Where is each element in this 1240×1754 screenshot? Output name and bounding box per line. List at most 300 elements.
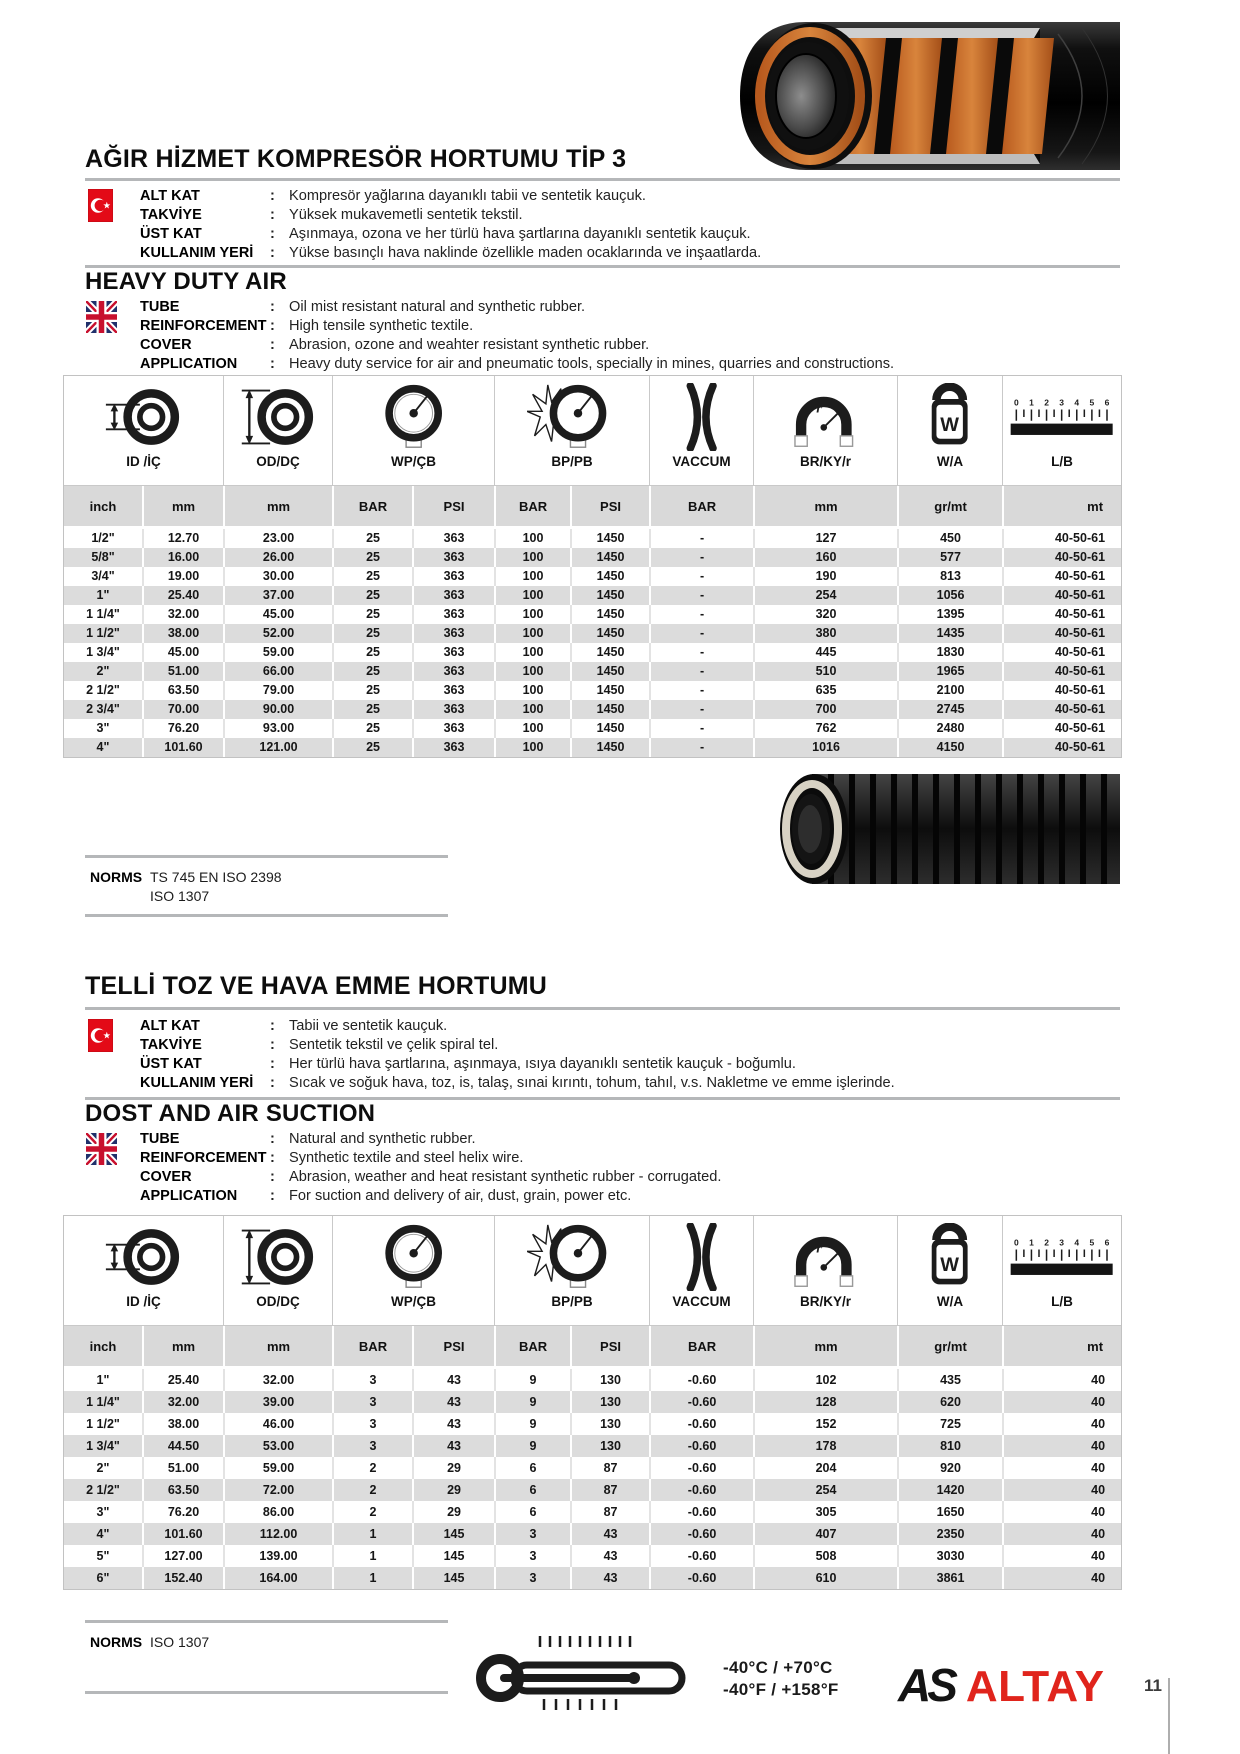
unit-cell: BAR <box>332 486 412 529</box>
unit-cell: gr/mt <box>897 486 1002 529</box>
spec-row <box>140 1073 1125 1092</box>
table-cell: 2 <box>332 1479 412 1501</box>
table-cell: 1 <box>332 1545 412 1567</box>
table-cell: 363 <box>412 719 494 738</box>
table-cell: 178 <box>753 1435 897 1457</box>
column-inner-diameter <box>64 1216 223 1326</box>
table-cell: 25.40 <box>142 586 223 605</box>
table-row <box>64 662 1121 681</box>
table-cell: 101.60 <box>142 1523 223 1545</box>
table-cell: 59.00 <box>223 1457 332 1479</box>
svg-text:5: 5 <box>1089 1237 1095 1248</box>
spec-row <box>140 354 1125 373</box>
table-cell: 43 <box>570 1567 649 1589</box>
table-cell: 40 <box>1002 1523 1121 1545</box>
table-cell: 63.50 <box>142 681 223 700</box>
svg-text:r: r <box>816 1240 822 1257</box>
weight-icon <box>910 1223 989 1291</box>
table-cell: - <box>649 719 753 738</box>
table-row <box>64 1457 1121 1479</box>
table-cell: 72.00 <box>223 1479 332 1501</box>
table-body <box>64 529 1121 757</box>
table-cell: 813 <box>897 567 1002 586</box>
column-burst-pressure <box>494 376 649 486</box>
table-cell: - <box>649 529 753 548</box>
table-cell: 100 <box>494 738 570 757</box>
table-cell: 2350 <box>897 1523 1002 1545</box>
table-cell: 87 <box>570 1479 649 1501</box>
spec-value: Synthetic textile and steel helix wire. <box>289 1149 524 1166</box>
table-cell: 40-50-61 <box>1002 567 1121 586</box>
brand-logo-altay: ALTAY <box>965 1662 1105 1711</box>
svg-text:4: 4 <box>1074 397 1080 408</box>
spec-colon <box>270 1018 289 1034</box>
table-cell: 725 <box>897 1413 1002 1435</box>
table-cell: 1 1/2" <box>64 1413 142 1435</box>
table-cell: 1450 <box>570 567 649 586</box>
thermometer-icon <box>470 1632 710 1714</box>
unit-cell: BAR <box>649 1326 753 1369</box>
table-cell: 46.00 <box>223 1413 332 1435</box>
page-number: 11 <box>1144 1676 1162 1695</box>
unit-cell: PSI <box>570 1326 649 1369</box>
table-cell: 1 1/4" <box>64 605 142 624</box>
divider-rule <box>85 1007 1120 1010</box>
table-cell: 363 <box>412 624 494 643</box>
table-cell: 145 <box>412 1545 494 1567</box>
table-cell: 59.00 <box>223 643 332 662</box>
spec-label: TUBE <box>140 298 180 315</box>
table-cell: 40 <box>1002 1369 1121 1391</box>
spec-label: APPLICATION <box>140 355 238 372</box>
table-cell: 25 <box>332 700 412 719</box>
table-cell: 40 <box>1002 1479 1121 1501</box>
table-cell: 43 <box>412 1391 494 1413</box>
table-cell: 16.00 <box>142 548 223 567</box>
table-cell: 1965 <box>897 662 1002 681</box>
spec-row <box>140 1016 1125 1035</box>
table-cell: 3/4" <box>64 567 142 586</box>
table-cell: 38.00 <box>142 1413 223 1435</box>
table-cell: 100 <box>494 586 570 605</box>
bend-radius-icon <box>786 1223 865 1291</box>
spec-value: Abrasion, weather and heat resistant synthetic rubber - corrugated. <box>289 1168 722 1185</box>
spec-row <box>140 1167 1125 1186</box>
section2-title-turkish: TELLİ TOZ VE HAVA EMME HORTUMU <box>85 972 548 1000</box>
table-cell: 363 <box>412 681 494 700</box>
section1-title-turkish: AĞIR HİZMET KOMPRESÖR HORTUMU TİP 3 <box>85 145 627 173</box>
table-row <box>64 643 1121 662</box>
unit-cell: mm <box>223 1326 332 1369</box>
table-cell: -0.60 <box>649 1545 753 1567</box>
table-cell: 204 <box>753 1457 897 1479</box>
column-label: BR/KY/r <box>800 454 852 469</box>
table-cell: 3 <box>332 1391 412 1413</box>
table-cell: 39.00 <box>223 1391 332 1413</box>
table-cell: 1450 <box>570 738 649 757</box>
table-cell: 127 <box>753 529 897 548</box>
norms-label: NORMS <box>90 1634 143 1650</box>
spec-row <box>140 316 1125 335</box>
norms-label: NORMS <box>90 869 143 885</box>
spec-label: REINFORCEMENT <box>140 1149 267 1166</box>
table-cell: 32.00 <box>142 1391 223 1413</box>
table-cell: 70.00 <box>142 700 223 719</box>
table-units-row <box>64 486 1121 529</box>
working-pressure-gauge-icon <box>374 1223 453 1291</box>
column-inner-diameter <box>64 376 223 486</box>
spec-value: Abrasion, ozone and weahter resistant synthetic rubber. <box>289 336 650 353</box>
table-cell: 100 <box>494 605 570 624</box>
inner-diameter-icon <box>104 1223 183 1291</box>
table-cell: 3" <box>64 1501 142 1523</box>
table-row <box>64 624 1121 643</box>
table-cell: 305 <box>753 1501 897 1523</box>
spec-value: Her türlü hava şartlarına, aşınmaya, ısıya dayanıklı sentetik kauçuk - boğumlu. <box>289 1055 796 1072</box>
table-cell: 1450 <box>570 719 649 738</box>
spec-colon <box>270 207 289 223</box>
spec-colon <box>270 1188 289 1204</box>
table-cell: 51.00 <box>142 662 223 681</box>
column-label: W/A <box>936 454 964 469</box>
table-cell: 112.00 <box>223 1523 332 1545</box>
table-cell: 43 <box>570 1545 649 1567</box>
table-cell: 610 <box>753 1567 897 1589</box>
table-cell: 40-50-61 <box>1002 662 1121 681</box>
spec-value: Aşınmaya, ozona ve her türlü hava şartlarına dayanıklı sentetik kauçuk. <box>289 225 751 242</box>
table-cell: 4150 <box>897 738 1002 757</box>
table-cell: 53.00 <box>223 1435 332 1457</box>
table-cell: 3861 <box>897 1567 1002 1589</box>
table-cell: 26.00 <box>223 548 332 567</box>
unit-cell: BAR <box>494 486 570 529</box>
table-cell: -0.60 <box>649 1413 753 1435</box>
table-cell: - <box>649 662 753 681</box>
temperature-fahrenheit: -40°F / +158°F <box>723 1680 839 1699</box>
svg-text:6: 6 <box>1104 397 1110 408</box>
table-cell: 6 <box>494 1479 570 1501</box>
spec-value: Tabii ve sentetik kauçuk. <box>289 1017 448 1034</box>
table-cell: 363 <box>412 548 494 567</box>
table-cell: 2745 <box>897 700 1002 719</box>
table-cell: 100 <box>494 567 570 586</box>
table-cell: -0.60 <box>649 1523 753 1545</box>
norms-block <box>90 868 282 906</box>
table-cell: 1 <box>332 1523 412 1545</box>
table-cell: -0.60 <box>649 1435 753 1457</box>
weight-icon <box>910 383 989 451</box>
table-cell: 435 <box>897 1369 1002 1391</box>
brand-logo <box>898 1658 1105 1712</box>
spec-value: Yükse basınçlı hava naklinde özellikle maden ocaklarında ve inşaatlarda. <box>289 244 762 261</box>
svg-text:3: 3 <box>1059 397 1065 408</box>
svg-text:r: r <box>816 400 822 417</box>
spec-colon <box>270 1037 289 1053</box>
table-cell: 30.00 <box>223 567 332 586</box>
table-cell: 40 <box>1002 1501 1121 1523</box>
spec-label: TAKVİYE <box>140 1036 202 1053</box>
section2-specs-english <box>85 1129 1125 1205</box>
table-cell: 45.00 <box>142 643 223 662</box>
table-cell: 1" <box>64 586 142 605</box>
table-cell: 2 1/2" <box>64 681 142 700</box>
table-row <box>64 586 1121 605</box>
table-cell: 9 <box>494 1413 570 1435</box>
table-cell: 1/2" <box>64 529 142 548</box>
table-cell: - <box>649 548 753 567</box>
table-cell: 2100 <box>897 681 1002 700</box>
divider-rule <box>85 178 1120 181</box>
column-vacuum <box>649 1216 753 1326</box>
table-cell: 3 <box>494 1567 570 1589</box>
table-cell: 1" <box>64 1369 142 1391</box>
column-label: VACCUM <box>672 454 731 469</box>
column-weight <box>897 1216 1002 1326</box>
vacuum-icon <box>662 1223 741 1291</box>
spec-label: ALT KAT <box>140 1017 200 1034</box>
table-cell: 363 <box>412 529 494 548</box>
spec-row <box>140 224 1125 243</box>
table-row <box>64 738 1121 757</box>
table-cell: 2 <box>332 1501 412 1523</box>
table-cell: 1450 <box>570 548 649 567</box>
column-outer-diameter <box>223 1216 332 1326</box>
table-cell: 762 <box>753 719 897 738</box>
table-cell: 1450 <box>570 605 649 624</box>
table-cell: 90.00 <box>223 700 332 719</box>
spec-label: ÜST KAT <box>140 225 202 242</box>
spec-label: KULLANIM YERİ <box>140 244 254 261</box>
section1-specs-turkish <box>85 186 1125 262</box>
column-label: BR/KY/r <box>800 1294 852 1309</box>
column-label: WP/ÇB <box>391 454 437 469</box>
svg-text:3: 3 <box>1059 1237 1065 1248</box>
spec-value: Heavy duty service for air and pneumatic tools, specially in mines, quarries and constructions. <box>289 355 895 372</box>
unit-cell: PSI <box>412 1326 494 1369</box>
table-cell: 3 <box>332 1435 412 1457</box>
table-body <box>64 1369 1121 1589</box>
table-cell: 43 <box>570 1523 649 1545</box>
table-cell: 130 <box>570 1391 649 1413</box>
table-cell: 87 <box>570 1457 649 1479</box>
vacuum-icon <box>662 383 741 451</box>
table-cell: 40 <box>1002 1391 1121 1413</box>
table-cell: 100 <box>494 624 570 643</box>
spec-row <box>140 1148 1125 1167</box>
spec-colon <box>270 337 289 353</box>
inner-diameter-icon <box>104 383 183 451</box>
column-label: VACCUM <box>672 1294 731 1309</box>
table-cell: 145 <box>412 1523 494 1545</box>
norms-line: ISO 1307 <box>150 888 210 904</box>
table-cell: 1450 <box>570 529 649 548</box>
spec-row <box>140 335 1125 354</box>
table-cell: 152.40 <box>142 1567 223 1589</box>
table-cell: 2" <box>64 1457 142 1479</box>
table-cell: 6 <box>494 1501 570 1523</box>
table-cell: 1450 <box>570 643 649 662</box>
unit-cell: inch <box>64 486 142 529</box>
table-cell: 102 <box>753 1369 897 1391</box>
table-cell: 100 <box>494 548 570 567</box>
table-cell: 29 <box>412 1479 494 1501</box>
table-row <box>64 1435 1121 1457</box>
table-cell: 1450 <box>570 624 649 643</box>
table-cell: 1 1/4" <box>64 1391 142 1413</box>
norms-rule <box>85 855 448 858</box>
table-cell: 577 <box>897 548 1002 567</box>
table-cell: 25 <box>332 548 412 567</box>
table-row <box>64 1545 1121 1567</box>
table-cell: 363 <box>412 662 494 681</box>
spec-row <box>140 1129 1125 1148</box>
table-cell: - <box>649 681 753 700</box>
table-cell: 76.20 <box>142 1501 223 1523</box>
svg-text:4: 4 <box>1074 1237 1080 1248</box>
table-cell: -0.60 <box>649 1567 753 1589</box>
spec-row <box>140 297 1125 316</box>
table-row <box>64 1567 1121 1589</box>
table-cell: 25.40 <box>142 1369 223 1391</box>
table-cell: 25 <box>332 605 412 624</box>
outer-diameter-icon <box>238 383 317 451</box>
table-cell: 40 <box>1002 1413 1121 1435</box>
burst-pressure-gauge-icon <box>527 383 618 451</box>
column-bend-radius <box>753 1216 897 1326</box>
spec-label: ÜST KAT <box>140 1055 202 1072</box>
svg-text:W: W <box>940 1254 960 1277</box>
spec-row <box>140 1186 1125 1205</box>
spec-value: Natural and synthetic rubber. <box>289 1130 476 1147</box>
turkish-flag-icon <box>88 189 113 222</box>
spec-colon <box>270 299 289 315</box>
table-cell: 1395 <box>897 605 1002 624</box>
unit-cell: PSI <box>412 486 494 529</box>
table-cell: 1450 <box>570 662 649 681</box>
table-cell: 363 <box>412 586 494 605</box>
column-burst-pressure <box>494 1216 649 1326</box>
table-cell: 100 <box>494 719 570 738</box>
unit-cell: mm <box>142 486 223 529</box>
spec-value: Yüksek mukavemetli sentetik tekstil. <box>289 206 523 223</box>
unit-cell: BAR <box>494 1326 570 1369</box>
table-cell: - <box>649 586 753 605</box>
column-label: W/A <box>936 1294 964 1309</box>
table-cell: 12.70 <box>142 529 223 548</box>
table-cell: 40-50-61 <box>1002 548 1121 567</box>
table-cell: 363 <box>412 605 494 624</box>
spec-table-dust-air-suction <box>63 1215 1122 1590</box>
table-cell: 4" <box>64 1523 142 1545</box>
table-cell: 1 3/4" <box>64 1435 142 1457</box>
table-cell: 40-50-61 <box>1002 529 1121 548</box>
temperature-range <box>723 1657 839 1701</box>
table-cell: 254 <box>753 586 897 605</box>
table-cell: 1450 <box>570 681 649 700</box>
table-cell: - <box>649 738 753 757</box>
table-cell: -0.60 <box>649 1391 753 1413</box>
table-cell: 40-50-61 <box>1002 681 1121 700</box>
length-ruler-icon <box>1005 1223 1118 1291</box>
table-cell: 1450 <box>570 700 649 719</box>
column-bend-radius <box>753 376 897 486</box>
uk-flag-icon <box>86 1133 117 1165</box>
table-icon-header-row <box>64 376 1121 486</box>
table-cell: 3 <box>494 1545 570 1567</box>
table-row <box>64 1501 1121 1523</box>
table-header <box>64 1216 1121 1369</box>
table-cell: 25 <box>332 586 412 605</box>
table-cell: 100 <box>494 681 570 700</box>
column-outer-diameter <box>223 376 332 486</box>
table-cell: 128 <box>753 1391 897 1413</box>
spec-table-heavy-duty-air <box>63 375 1122 758</box>
table-cell: - <box>649 700 753 719</box>
table-cell: 40 <box>1002 1457 1121 1479</box>
table-cell: 38.00 <box>142 624 223 643</box>
table-cell: 1 1/2" <box>64 624 142 643</box>
table-cell: 2 <box>332 1457 412 1479</box>
unit-cell: mt <box>1002 1326 1121 1369</box>
table-cell: 100 <box>494 643 570 662</box>
table-cell: 19.00 <box>142 567 223 586</box>
unit-cell: mm <box>223 486 332 529</box>
table-cell: 130 <box>570 1369 649 1391</box>
column-weight <box>897 376 1002 486</box>
table-cell: 1830 <box>897 643 1002 662</box>
table-row <box>64 1369 1121 1391</box>
section2-specs-turkish <box>85 1016 1125 1092</box>
section2-title-english: DOST AND AIR SUCTION <box>85 1100 376 1127</box>
norms-values <box>150 868 282 906</box>
spec-colon <box>270 1075 289 1091</box>
table-icon-header-row <box>64 1216 1121 1326</box>
table-cell: 25 <box>332 529 412 548</box>
table-units-row <box>64 1326 1121 1369</box>
table-cell: 4" <box>64 738 142 757</box>
table-cell: 1435 <box>897 624 1002 643</box>
table-row <box>64 1479 1121 1501</box>
table-cell: 25 <box>332 738 412 757</box>
spec-label: COVER <box>140 336 192 353</box>
table-cell: 3 <box>332 1413 412 1435</box>
unit-cell: BAR <box>332 1326 412 1369</box>
working-pressure-gauge-icon <box>374 383 453 451</box>
table-cell: 40-50-61 <box>1002 700 1121 719</box>
table-cell: 6" <box>64 1567 142 1589</box>
table-cell: 63.50 <box>142 1479 223 1501</box>
table-cell: 40 <box>1002 1545 1121 1567</box>
unit-cell: mt <box>1002 486 1121 529</box>
table-cell: 40-50-61 <box>1002 643 1121 662</box>
table-row <box>64 719 1121 738</box>
table-cell: 145 <box>412 1567 494 1589</box>
table-cell: 76.20 <box>142 719 223 738</box>
spec-label: TAKVİYE <box>140 206 202 223</box>
column-label: ID /İÇ <box>126 1294 161 1309</box>
table-cell: 40-50-61 <box>1002 624 1121 643</box>
hose-photo-heavy-duty <box>728 16 1120 176</box>
spec-row <box>140 243 1125 262</box>
table-cell: 121.00 <box>223 738 332 757</box>
table-cell: 1016 <box>753 738 897 757</box>
table-cell: 160 <box>753 548 897 567</box>
table-cell: 2480 <box>897 719 1002 738</box>
table-cell: 190 <box>753 567 897 586</box>
table-cell: 43 <box>412 1435 494 1457</box>
table-cell: 1 3/4" <box>64 643 142 662</box>
svg-text:2: 2 <box>1044 1237 1050 1248</box>
